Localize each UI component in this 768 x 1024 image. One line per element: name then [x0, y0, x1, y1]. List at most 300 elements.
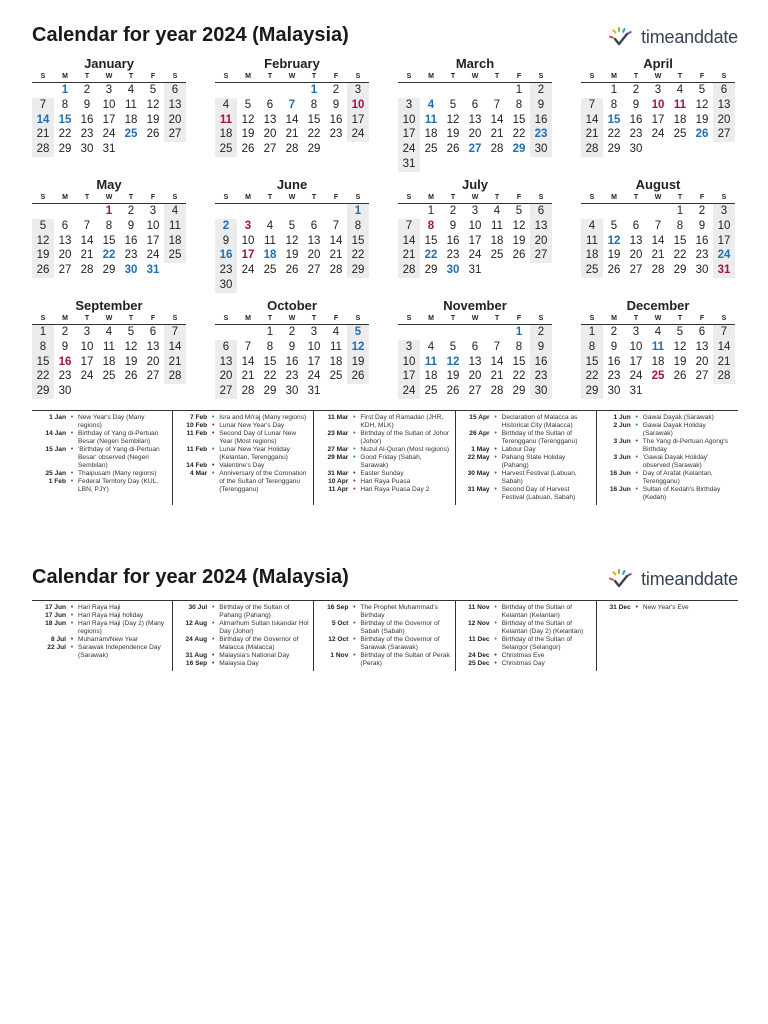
week-row — [398, 142, 552, 157]
day-cell: 20 — [468, 128, 482, 141]
day-cell: 25 — [329, 370, 343, 383]
day-cell: 15 — [424, 234, 438, 247]
day-cell: 29 — [512, 143, 526, 156]
day-cell: 17 — [241, 249, 255, 262]
day-cell: 22 — [102, 249, 116, 262]
day-cell: 14 — [164, 340, 186, 355]
holiday-date: 22 Jul — [47, 644, 66, 651]
weekday-label: T — [494, 194, 500, 201]
holiday-item — [456, 430, 592, 446]
weekday-label: T — [128, 194, 134, 201]
weekday-header — [215, 71, 369, 83]
holiday-date: 1 Jun — [613, 414, 631, 421]
empty-day-cell — [347, 278, 369, 293]
empty-day-cell — [303, 278, 325, 293]
holiday-date: 14 Feb — [186, 462, 208, 469]
day-cell: 8 — [515, 340, 523, 353]
week-row — [32, 219, 186, 234]
weekday-label: T — [311, 194, 317, 201]
day-cell: 14 — [32, 113, 54, 128]
weekday-label: S — [172, 315, 178, 322]
day-cell: 22 — [58, 128, 72, 141]
day-cell: 18 — [124, 113, 138, 126]
week-row — [398, 204, 552, 219]
empty-day-cell — [464, 157, 486, 172]
empty-day-cell — [259, 83, 281, 98]
weekday-label: M — [62, 73, 68, 80]
day-cell: 18 — [673, 113, 687, 126]
month-name: March — [455, 56, 495, 71]
day-cell: 31 — [146, 264, 160, 277]
holiday-date: 10 Feb — [186, 422, 208, 429]
day-cell: 1 — [32, 325, 54, 340]
day-cell: 1 — [676, 205, 684, 217]
day-cell: 19 — [607, 249, 621, 262]
weekday-label: W — [471, 194, 479, 201]
empty-day-cell — [54, 204, 76, 219]
day-cell: 1 — [427, 205, 435, 217]
day-cell: 25 — [424, 385, 438, 398]
empty-day-cell — [398, 83, 420, 98]
day-cell: 6 — [61, 219, 69, 232]
day-cell: 13 — [468, 355, 482, 368]
empty-day-cell — [486, 157, 508, 172]
holiday-bullet-icon: • — [211, 430, 215, 437]
week-row — [398, 157, 552, 172]
day-cell: 26 — [512, 249, 526, 262]
holiday-name: Gawai Dayak (Sarawak) — [642, 414, 714, 421]
holiday-item — [173, 430, 309, 446]
day-cell: 22 — [424, 249, 438, 262]
weekday-label: T — [84, 194, 90, 201]
holiday-bullet-icon: • — [353, 446, 356, 453]
empty-day-cell — [464, 83, 486, 98]
day-cell: 29 — [512, 385, 526, 398]
empty-day-cell — [164, 384, 186, 399]
holiday-bullet-icon: • — [635, 486, 638, 493]
empty-day-cell — [259, 204, 281, 219]
weekday-label: F — [333, 73, 339, 80]
holiday-item — [32, 644, 168, 660]
holiday-name: Malaysia Day — [219, 660, 259, 667]
day-cell: 23 — [329, 128, 343, 141]
weekday-label: W — [288, 73, 296, 80]
weekday-label: W — [105, 194, 113, 201]
empty-day-cell — [691, 142, 713, 157]
day-cell: 15 — [307, 113, 321, 126]
day-cell: 13 — [307, 234, 321, 247]
month-name: November — [443, 298, 507, 313]
day-cell: 12 — [446, 355, 460, 368]
holiday-name: Sultan of Kedah's Birthday (Kedah) — [642, 486, 721, 501]
holiday-name: Anniversary of the Coronation of the Sultan of Terengganu (Terengganu) — [219, 470, 307, 493]
weekday-label: M — [245, 315, 251, 322]
day-cell: 30 — [58, 385, 72, 398]
day-cell: 5 — [244, 98, 252, 111]
holiday-date: 11 Nov — [468, 604, 490, 611]
holiday-item — [597, 470, 734, 486]
weekday-label: S — [721, 315, 727, 322]
weekday-label: W — [654, 315, 662, 322]
timeanddate-logo[interactable] — [607, 26, 738, 48]
day-cell: 31 — [398, 157, 420, 172]
day-cell: 21 — [32, 127, 54, 142]
week-row — [398, 340, 552, 355]
weekday-header — [398, 313, 552, 325]
holiday-name: Birthday of the Sultan of Perak (Perak) — [360, 652, 450, 667]
empty-day-cell — [98, 384, 120, 399]
day-cell: 2 — [632, 84, 640, 96]
weekday-label: S — [406, 73, 412, 80]
holiday-item — [32, 446, 168, 470]
holiday-item — [314, 414, 450, 430]
holiday-date: 26 Apr — [469, 430, 490, 437]
holiday-date: 16 Jun — [609, 486, 631, 493]
day-cell: 17 — [398, 369, 420, 384]
holiday-name: Hari Raya Puasa — [360, 478, 411, 485]
timeanddate-logo-2[interactable] — [607, 568, 738, 590]
day-cell: 11 — [651, 340, 665, 353]
day-cell: 3 — [654, 84, 662, 96]
holiday-bullet-icon: • — [353, 454, 356, 461]
weekday-label: W — [654, 194, 662, 201]
day-cell: 6 — [698, 326, 706, 338]
empty-day-cell — [237, 278, 259, 293]
empty-day-cell — [237, 83, 259, 98]
holiday-item — [314, 470, 450, 478]
day-cell: 26 — [32, 263, 54, 278]
weekday-label: W — [471, 73, 479, 80]
holiday-date: 25 Dec — [468, 660, 490, 667]
day-cell: 24 — [102, 128, 116, 141]
weekday-label: S — [40, 194, 46, 201]
week-row — [215, 83, 369, 98]
week-row — [581, 263, 735, 278]
holiday-bullet-icon: • — [494, 414, 497, 421]
holiday-bullet-icon: • — [494, 454, 497, 461]
day-cell: 16 — [607, 355, 621, 368]
day-cell: 17 — [713, 234, 735, 249]
page-title: Calendar for year 2024 (Malaysia) — [32, 24, 349, 46]
day-cell: 9 — [530, 340, 552, 355]
day-cell: 19 — [347, 355, 369, 370]
day-cell: 13 — [713, 98, 735, 113]
weekday-label: T — [267, 315, 273, 322]
day-cell: 29 — [58, 143, 72, 156]
day-cell: 19 — [146, 113, 160, 126]
weekday-label: T — [128, 315, 134, 322]
weekday-header — [32, 71, 186, 83]
week-row — [581, 219, 735, 234]
day-cell: 5 — [449, 98, 457, 111]
day-cell: 19 — [446, 370, 460, 383]
holiday-name: Day of Arafat (Kelantan, Terengganu) — [642, 470, 713, 485]
day-cell: 7 — [164, 325, 186, 340]
day-cell: 3 — [310, 326, 318, 338]
day-cell: 31 — [468, 264, 482, 277]
day-cell: 4 — [654, 326, 662, 338]
weekday-label: F — [333, 194, 339, 201]
day-cell: 22 — [581, 369, 603, 384]
holiday-date: 17 Jun — [45, 604, 66, 611]
day-cell: 22 — [673, 249, 687, 262]
day-cell: 13 — [164, 98, 186, 113]
empty-day-cell — [164, 263, 186, 278]
week-row — [398, 83, 552, 98]
day-cell: 19 — [124, 355, 138, 368]
holiday-bullet-icon: • — [353, 430, 356, 437]
day-cell: 28 — [32, 142, 54, 157]
holiday-bullet-icon: • — [635, 414, 638, 421]
page-title-2: Calendar for year 2024 (Malaysia) — [32, 566, 349, 588]
day-cell: 4 — [332, 326, 340, 338]
week-row — [32, 127, 186, 142]
weekday-label: S — [589, 73, 595, 80]
empty-day-cell — [464, 325, 486, 340]
day-cell: 4 — [105, 326, 113, 338]
day-cell: 12 — [146, 98, 160, 111]
month-name: June — [276, 177, 308, 192]
empty-day-cell — [647, 384, 669, 399]
empty-day-cell — [603, 204, 625, 219]
weekday-label: S — [589, 194, 595, 201]
weekday-label: T — [450, 315, 456, 322]
day-cell: 5 — [676, 326, 684, 338]
day-cell: 16 — [695, 234, 709, 247]
weekday-label: T — [677, 73, 683, 80]
day-cell: 10 — [398, 355, 420, 370]
week-row — [398, 127, 552, 142]
day-cell: 5 — [149, 84, 157, 96]
day-cell: 31 — [713, 263, 735, 278]
day-cell: 16 — [530, 355, 552, 370]
day-cell: 30 — [446, 264, 460, 277]
holiday-item — [456, 470, 592, 486]
day-cell: 10 — [713, 219, 735, 234]
day-cell: 22 — [347, 248, 369, 263]
empty-day-cell — [420, 325, 442, 340]
weekday-label: S — [406, 194, 412, 201]
week-row — [581, 127, 735, 142]
week-row — [398, 219, 552, 234]
holiday-bullet-icon: • — [353, 636, 356, 643]
day-cell: 22 — [512, 370, 526, 383]
day-cell: 21 — [651, 249, 665, 262]
empty-day-cell — [442, 83, 464, 98]
holiday-name: Gawai Dayak Holiday (Sarawak) — [642, 422, 706, 437]
holiday-bullet-icon: • — [353, 414, 356, 421]
day-cell: 27 — [468, 143, 482, 156]
empty-day-cell — [281, 83, 303, 98]
week-row — [32, 384, 186, 399]
holiday-bullet-icon: • — [635, 438, 638, 445]
day-cell: 27 — [629, 264, 643, 277]
day-cell: 21 — [164, 355, 186, 370]
day-cell: 18 — [329, 355, 343, 368]
weekday-label: F — [699, 73, 705, 80]
day-cell: 1 — [61, 84, 69, 96]
day-cell: 8 — [310, 98, 318, 111]
day-cell: 19 — [673, 355, 687, 368]
day-cell: 10 — [468, 219, 482, 232]
empty-day-cell — [325, 384, 347, 399]
week-row — [215, 278, 369, 293]
week-row — [581, 355, 735, 370]
day-cell: 2 — [215, 219, 237, 234]
empty-day-cell — [581, 83, 603, 98]
day-cell: 18 — [490, 234, 504, 247]
weekday-label: W — [105, 315, 113, 322]
holiday-date: 11 Feb — [186, 446, 208, 453]
day-cell: 24 — [146, 249, 160, 262]
day-cell: 25 — [263, 264, 277, 277]
day-cell: 2 — [288, 326, 296, 338]
empty-day-cell — [647, 142, 669, 157]
day-cell: 6 — [713, 83, 735, 98]
day-cell: 9 — [530, 98, 552, 113]
holiday-item — [173, 660, 309, 668]
day-cell: 3 — [244, 219, 252, 232]
holiday-name: Birthday of the Governor of Sarawak (Sarawak) — [360, 636, 440, 651]
day-cell: 7 — [288, 98, 296, 111]
holiday-name: Almarhum Sultan Iskandar Hol Day (Johor) — [219, 620, 309, 635]
week-row — [215, 248, 369, 263]
day-cell: 17 — [146, 234, 160, 247]
weekday-label: F — [150, 73, 156, 80]
weekday-label: F — [516, 315, 522, 322]
day-cell: 13 — [146, 340, 160, 353]
weekday-label: S — [223, 73, 229, 80]
weekday-label: T — [267, 194, 273, 201]
weekday-label: S — [589, 315, 595, 322]
weekday-label: T — [128, 73, 134, 80]
holiday-bullet-icon: • — [70, 636, 74, 643]
week-row — [215, 113, 369, 128]
holiday-item — [456, 604, 592, 620]
day-cell: 20 — [695, 355, 709, 368]
day-cell: 15 — [673, 234, 687, 247]
day-cell: 3 — [713, 204, 735, 219]
holiday-name: Pahang State Holiday (Pahang) — [501, 454, 566, 469]
day-cell: 17 — [651, 113, 665, 126]
day-cell: 4 — [266, 219, 274, 232]
holiday-bullet-icon: • — [494, 652, 497, 659]
day-cell: 28 — [490, 143, 504, 156]
day-cell: 24 — [651, 128, 665, 141]
day-cell: 29 — [32, 384, 54, 399]
holiday-bullet-icon: • — [211, 422, 215, 429]
holiday-item — [456, 660, 592, 668]
holiday-bullet-icon: • — [211, 414, 215, 421]
holiday-name: Birthday of the Sultan of Pahang (Pahang) — [219, 604, 290, 619]
week-row — [32, 325, 186, 340]
day-cell: 25 — [102, 370, 116, 383]
holiday-bullet-icon: • — [211, 470, 215, 477]
holiday-column — [597, 411, 738, 505]
day-cell: 26 — [695, 128, 709, 141]
holiday-name: Second Day of Lunar New Year (Most regions) — [219, 430, 297, 445]
day-cell: 1 — [266, 326, 274, 338]
day-cell: 21 — [80, 249, 94, 262]
day-cell: 15 — [581, 355, 603, 370]
month-name: October — [267, 298, 317, 313]
month-july — [398, 177, 552, 278]
day-cell: 16 — [80, 113, 94, 126]
day-cell: 17 — [80, 355, 94, 368]
day-cell: 5 — [610, 219, 618, 232]
holiday-name: Lunar New Year Holiday (Kelantan, Terengganu) — [219, 446, 290, 461]
day-cell: 30 — [215, 278, 237, 293]
weekday-label: M — [62, 194, 68, 201]
day-cell: 3 — [398, 98, 420, 113]
day-cell: 18 — [581, 248, 603, 263]
day-cell: 7 — [493, 98, 501, 111]
day-cell: 18 — [215, 127, 237, 142]
day-cell: 9 — [632, 98, 640, 111]
day-cell: 26 — [285, 264, 299, 277]
holidays-list-page-2 — [32, 601, 738, 671]
day-cell: 25 — [651, 370, 665, 383]
week-row — [215, 340, 369, 355]
day-cell: 12 — [446, 113, 460, 126]
weekday-header — [32, 192, 186, 204]
holiday-item — [32, 604, 168, 612]
holiday-name: Birthday of the Sultan of Terengganu (Terengganu) — [501, 430, 578, 445]
day-cell: 16 — [215, 248, 237, 263]
holiday-name: Hari Raya Haji — [78, 604, 121, 611]
day-cell: 26 — [607, 264, 621, 277]
weekday-label: T — [311, 315, 317, 322]
day-cell: 2 — [530, 83, 552, 98]
day-cell: 23 — [285, 370, 299, 383]
holiday-item — [456, 414, 592, 430]
day-cell: 8 — [610, 98, 618, 111]
day-cell: 30 — [607, 385, 621, 398]
holiday-name: 'Gawai Dayak Holiday' observed (Sarawak) — [642, 454, 709, 469]
day-cell: 11 — [125, 98, 137, 111]
day-cell: 7 — [32, 98, 54, 113]
day-cell: 26 — [446, 385, 460, 398]
holiday-bullet-icon: • — [494, 660, 497, 667]
day-cell: 12 — [124, 340, 138, 353]
holiday-name: Muharram/New Year — [78, 636, 139, 643]
holiday-bullet-icon: • — [211, 604, 215, 611]
day-cell: 1 — [310, 84, 318, 96]
holiday-bullet-icon: • — [635, 470, 638, 477]
day-cell: 23 — [80, 128, 94, 141]
day-cell: 1 — [515, 326, 523, 338]
day-cell: 6 — [164, 83, 186, 98]
month-october — [215, 298, 369, 399]
day-cell: 7 — [581, 98, 603, 113]
week-row — [215, 127, 369, 142]
day-cell: 10 — [80, 340, 94, 353]
holiday-bullet-icon: • — [211, 462, 215, 469]
day-cell: 17 — [468, 234, 482, 247]
holiday-date: 30 May — [467, 470, 490, 477]
holiday-name: Declaration of Malacca as Historical City (Malacca) — [501, 414, 578, 429]
holiday-item — [314, 636, 450, 652]
empty-day-cell — [486, 83, 508, 98]
month-name: August — [635, 177, 681, 192]
day-cell: 10 — [146, 219, 160, 232]
day-cell: 30 — [530, 384, 552, 399]
day-cell: 18 — [424, 128, 438, 141]
weekday-label: S — [40, 73, 46, 80]
week-row — [581, 340, 735, 355]
day-cell: 8 — [676, 219, 684, 232]
week-row — [32, 369, 186, 384]
